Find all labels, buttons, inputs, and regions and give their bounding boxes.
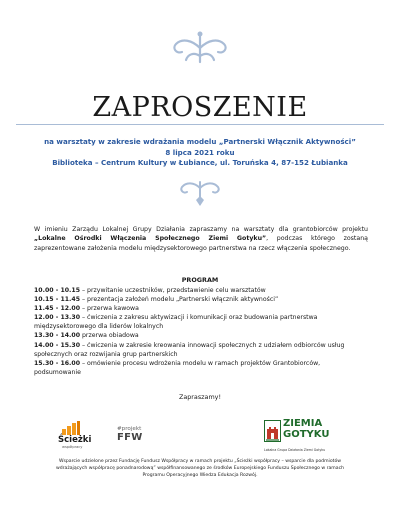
- event-details: [0, 137, 400, 169]
- program-item-text: – prezentacja założeń modelu „Partnerski włącznik aktywności”: [80, 296, 279, 304]
- footer-line: Wsparcie udzielone przez Fundację Fundusz Współpracy w ramach projektu „Ścieżki współpracy – wsparcie dla podmiotów: [58, 459, 342, 464]
- program-item-time: 11.45 - 12.00: [34, 305, 81, 313]
- program-item-text: – omówienie procesu wdrożenia modelu w ramach projektów Grantobiorców, podsumowanie: [34, 359, 321, 376]
- closing-text: Zapraszamy!: [178, 393, 222, 401]
- program-item: [34, 295, 368, 304]
- footer-line: wdrażających współpracę ponadnarodową” współfinansowanego ze środków Europejskiego Funduszu Społecznego w ramach: [55, 465, 345, 471]
- sciezki-logo-text: Ścieżki: [58, 435, 92, 445]
- event-location: Biblioteka – Centrum Kultury w Łubiance, ul. Toruńska 4, 87-152 Łubianka: [52, 158, 348, 168]
- intro-text-end: , podczas którego zostaną zaprezentowane założenia modelu międzysektorowego partnerstwa na rzecz włączenia społecznego.: [34, 235, 369, 252]
- castle-icon: [264, 420, 281, 442]
- program-item: [34, 331, 368, 340]
- program-item-text: przerwa obiadowa: [80, 332, 139, 340]
- program-item-time: 15.30 - 16.00: [34, 359, 81, 367]
- program-item-time: 13.30 - 14.00: [34, 332, 81, 340]
- program-item-time: 12.00 - 13.30: [34, 314, 81, 322]
- program-item: [34, 313, 368, 331]
- event-topic: na warsztaty w zakresie wdrażania modelu „Partnerski Włącznik Aktywności”: [44, 137, 356, 146]
- page-title: ZAPROSZENIE: [92, 92, 308, 123]
- ziemia-gotyku-logo-line2: GOTYKU: [283, 429, 330, 440]
- ziemia-gotyku-logo-line1: ZIEMIA: [283, 418, 323, 429]
- program-item-text: – ćwiczenia z zakresu aktywizacji i komunikacji oraz budowania partnerstwa międzysektorowego dla liderów lokalnych: [34, 314, 318, 331]
- footer-line: Programu Operacyjnego Wiedza Edukacja Rozwój.: [142, 472, 258, 478]
- sciezki-logo: [58, 421, 104, 449]
- intro-text: W imieniu Zarządu Lokalnej Grupy Działania zapraszamy na warsztaty dla grantobiorców projektu: [34, 226, 368, 233]
- sciezki-logo-subtext: współpracy: [62, 445, 83, 449]
- ffw-logo-hashtag: #projekt: [117, 426, 142, 432]
- program-item-time: 10.15 - 11.45: [34, 296, 81, 304]
- program-item: [34, 304, 368, 313]
- ffw-logo: [117, 426, 157, 450]
- program-item-text: – ćwiczenia w zakresie kreowania innowacji społecznych z udziałem odbiorców usług społecznych oraz rozwijania grup partnerskich: [34, 341, 345, 358]
- program-item-time: 14.00 - 15.30: [34, 341, 81, 349]
- program-item-time: 10.00 - 10.15: [34, 287, 81, 294]
- title-divider: [16, 124, 384, 125]
- program-item-text: – przywitanie uczestników, przedstawienie celu warsztatów: [80, 287, 266, 294]
- ziemia-gotyku-logo: [264, 418, 344, 454]
- program-item-text: – przerwa kawowa: [80, 305, 139, 313]
- funding-footer: [36, 459, 364, 479]
- sciezki-logo-icon: [62, 421, 80, 435]
- intro-paragraph: [34, 225, 368, 253]
- program-item: [34, 286, 368, 295]
- event-date: 8 lipca 2021 roku: [165, 147, 235, 157]
- program-item: [34, 341, 368, 359]
- top-ornament-icon: [170, 30, 230, 66]
- ffw-logo-text: FFW: [117, 432, 143, 443]
- project-name: „Lokalne Ośrodki Włączenia Społecznego Ziemi Gotyku”: [34, 235, 267, 243]
- ziemia-gotyku-logo-subtext: Lokalna Grupa Działania Ziemi Gotyku: [264, 448, 326, 452]
- program-title: PROGRAM: [181, 276, 219, 284]
- middle-ornament-icon: [178, 178, 222, 208]
- program-list: [34, 286, 368, 377]
- program-item: [34, 359, 368, 377]
